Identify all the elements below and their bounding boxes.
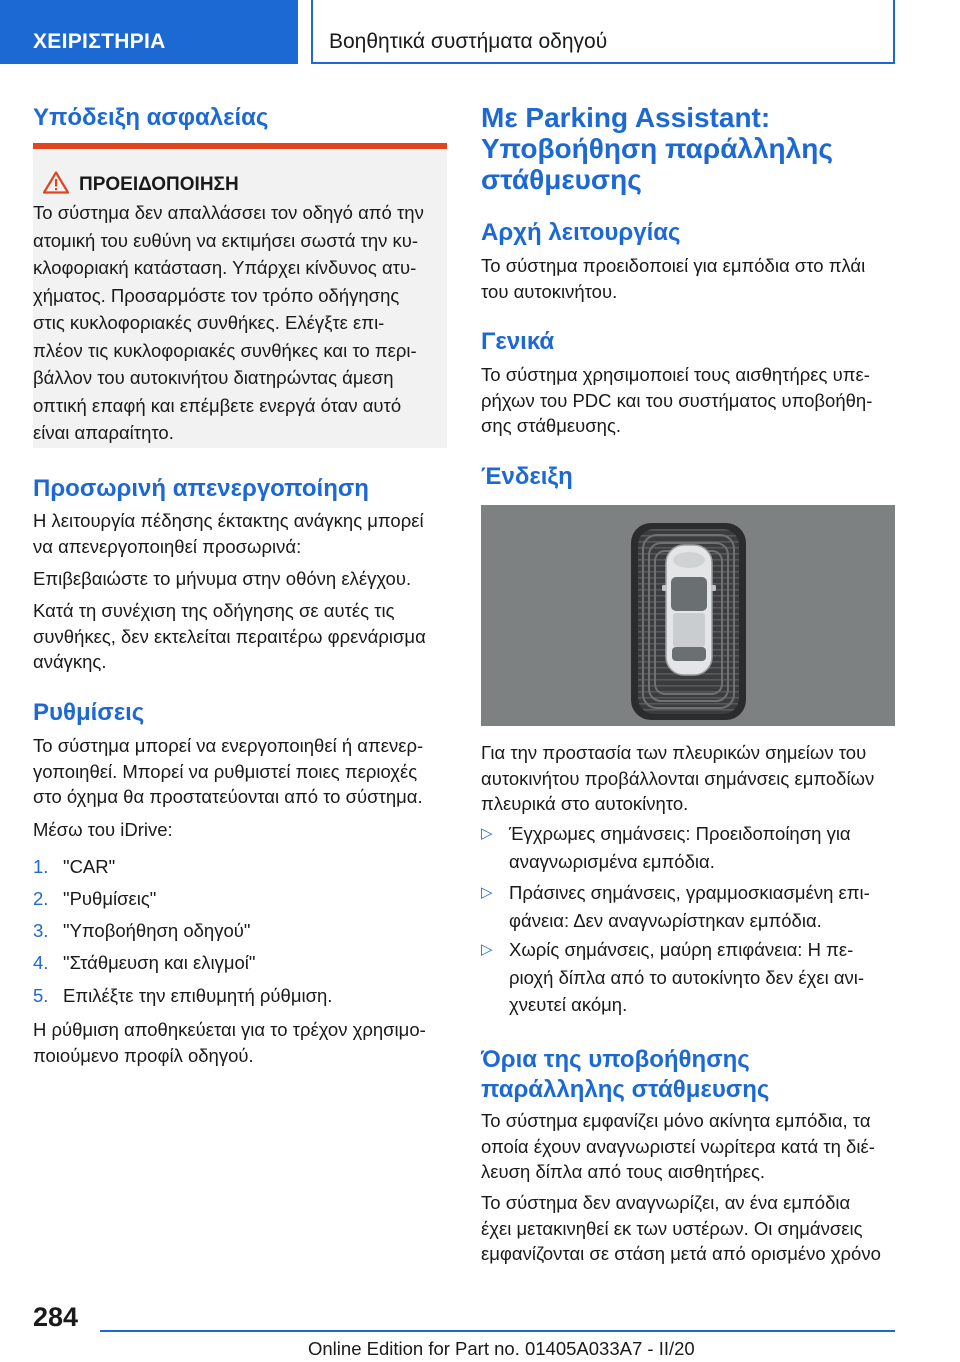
heading-safety-note: Υπόδειξη ασφαλείας: [33, 104, 269, 131]
limits-paragraph-1: [481, 1108, 895, 1185]
list-item: [33, 855, 115, 879]
list-text: "Στάθμευση και ελιγμοί": [63, 952, 256, 973]
text-line: φάνεια: Δεν αναγνωρίστηκαν εμπόδια.: [509, 909, 822, 931]
heading-limits: [481, 1045, 895, 1105]
warning-box: [33, 143, 447, 448]
warning-line: χήματος. Προσαρμόστε τον τρόπο οδήγησης: [33, 284, 400, 306]
page-number: 284: [33, 1302, 79, 1332]
bullet-item: [481, 820, 895, 875]
text-line: Το σύστημα χρησιμοποιεί τους αισθητήρες υπε-: [481, 364, 870, 385]
heading-line: στάθμευσης: [481, 164, 642, 195]
heading-line: Υποβοήθηση παράλληλης: [481, 133, 833, 164]
warning-triangle-icon: [43, 171, 69, 200]
car-icon: [662, 545, 716, 675]
parking-assistant-illustration: [481, 505, 895, 726]
warning-line: στις κυκλοφοριακές συνθήκες. Ελέγξτε επι-: [33, 312, 385, 333]
temp-paragraph-1: [33, 508, 447, 559]
footer-rule: [100, 1330, 895, 1332]
display-paragraph: [481, 740, 895, 817]
heading-line: Με Parking Assistant:: [481, 102, 771, 133]
header-underline: [313, 62, 895, 64]
text-line: εμφανίζονται σε στάση μετά από ορισμένο χρόνο: [481, 1243, 881, 1264]
list-number: 3.: [33, 920, 49, 941]
text-line: ριοχή δίπλα από το αυτοκίνητο δεν έχει ανι-: [509, 966, 865, 988]
list-text: Επιλέξτε την επιθυμητή ρύθμιση.: [63, 985, 333, 1006]
chapter-tab-label: ΧΕΙΡΙΣΤΗΡΙΑ: [33, 30, 166, 53]
chapter-tab: [0, 0, 298, 64]
text-line: Το σύστημα δεν αναγνωρίζει, αν ένα εμπόδια: [481, 1192, 851, 1213]
list-item: [33, 919, 250, 943]
heading-temporary-deactivation: Προσωρινή απενεργοποίηση: [33, 475, 369, 502]
text-line: έχει μετακινηθεί εκ των υστέρων. Οι σημάνσεις: [481, 1217, 863, 1239]
warning-line: βάλλον του αυτοκινήτου διατηρώντας άμεση: [33, 367, 394, 388]
header-right-edge: [893, 0, 895, 64]
bullet-triangle-icon: ▷: [481, 941, 493, 958]
heading-settings: Ρυθμίσεις: [33, 699, 145, 726]
text-line: Το σύστημα μπορεί να ενεργοποιηθεί ή απενερ-: [33, 735, 424, 756]
general-paragraph: [481, 362, 895, 439]
heading-general: Γενικά: [481, 328, 555, 355]
warning-title: ΠΡΟΕΙΔΟΠΟΙΗΣΗ: [79, 174, 239, 195]
text-line: Για την προστασία των πλευρικών σημείων του: [481, 742, 867, 763]
list-text: "Ρυθμίσεις": [63, 888, 157, 909]
heading-line: Όρια της υποβοήθησης: [481, 1046, 750, 1073]
heading-display: Ένδειξη: [481, 463, 573, 490]
settings-paragraph-2: Μέσω του iDrive:: [33, 819, 173, 840]
text-line: ποιούμενο προφίλ οδηγού.: [33, 1044, 254, 1066]
text-line: στο όχημα θα προστατεύονται από το σύστημα.: [33, 786, 423, 807]
text-line: αυτοκινήτου προβάλλονται σημάνσεις εμποδίων: [481, 767, 875, 789]
settings-paragraph-3: [33, 1017, 447, 1068]
principle-paragraph: [481, 253, 895, 304]
text-line: σης στάθμευσης.: [481, 415, 621, 436]
temp-paragraph-2: Επιβεβαιώστε το μήνυμα στην οθόνη ελέγχου.: [33, 568, 412, 589]
text-line: χνευτεί ακόμη.: [509, 994, 628, 1015]
text-line: συνθήκες, δεν εκτελείται περαιτέρω φρενάρισμα: [33, 625, 426, 647]
header-divider: [311, 0, 313, 64]
list-number: 4.: [33, 952, 49, 973]
main-heading: [481, 102, 895, 195]
warning-text: [33, 199, 447, 447]
text-line: ανάγκης.: [33, 651, 107, 672]
warning-line: οπτική επαφή και επέμβετε ενεργά όταν αυτό: [33, 394, 402, 416]
text-line: ρήχων του PDC και του συστήματος υποβοήθη-: [481, 389, 873, 411]
text-line: Πράσινες σημάνσεις, γραμμοσκιασμένη επι-: [509, 882, 870, 903]
list-item: [33, 984, 332, 1008]
temp-paragraph-3: [33, 598, 447, 675]
text-line: πλευρικά στο αυτοκίνητο.: [481, 793, 689, 814]
bullet-item: [481, 936, 895, 1019]
warning-header: [43, 171, 239, 200]
list-item: [33, 951, 255, 975]
list-number: 5.: [33, 985, 49, 1006]
list-number: 1.: [33, 856, 49, 877]
text-line: οποία έχουν αναγνωριστεί νωρίτερα κατά τη διέ-: [481, 1135, 875, 1157]
text-line: λευση δίπλα από τους αισθητήρες.: [481, 1161, 766, 1182]
bullet-triangle-icon: ▷: [481, 884, 493, 901]
footer-edition-link[interactable]: Online Edition for Part no. 01405A033A7 - II/20: [308, 1338, 695, 1359]
text-line: γοποιηθεί. Μπορεί να ρυθμιστεί ποιες περιοχές: [33, 760, 418, 782]
text-line: αναγνωρισμένα εμπόδια.: [509, 850, 715, 872]
list-item: [33, 887, 156, 911]
warning-line: είναι απαραίτητο.: [33, 422, 174, 443]
limits-paragraph-2: [481, 1190, 895, 1267]
warning-line: κλοφοριακή κατάσταση. Υπάρχει κίνδυνος ατυ-: [33, 257, 417, 278]
bullet-triangle-icon: ▷: [481, 825, 493, 842]
text-line: Το σύστημα εμφανίζει μόνο ακίνητα εμπόδια, τα: [481, 1110, 871, 1131]
text-line: Κατά τη συνέχιση της οδήγησης σε αυτές τις: [33, 600, 395, 621]
settings-paragraph-1: [33, 733, 447, 810]
list-text: "Υποβοήθηση οδηγού": [63, 920, 251, 941]
text-line: Χωρίς σημάνσεις, μαύρη επιφάνεια: Η πε-: [509, 939, 854, 960]
text-line: του αυτοκινήτου.: [481, 280, 618, 302]
text-line: Το σύστημα προειδοποιεί για εμπόδια στο πλάι: [481, 255, 866, 276]
text-line: Η ρύθμιση αποθηκεύεται για το τρέχον χρησιμο-: [33, 1019, 426, 1040]
text-line: Η λειτουργία πέδησης έκτακτης ανάγκης μπορεί: [33, 510, 424, 531]
heading-line: παράλληλης στάθμευσης: [481, 1076, 770, 1103]
bullet-item: [481, 879, 895, 934]
section-title: Βοηθητικά συστήματα οδηγού: [329, 30, 608, 53]
warning-line: ατομική του ευθύνη να εκτιμήσει σωστά την κυ-: [33, 229, 419, 251]
warning-line: πλέον τις κυκλοφοριακές συνθήκες και το περι-: [33, 339, 417, 361]
heading-operating-principle: Αρχή λειτουργίας: [481, 219, 681, 246]
warning-line: Το σύστημα δεν απαλλάσσει τον οδηγό από την: [33, 202, 424, 223]
list-number: 2.: [33, 888, 49, 909]
list-text: "CAR": [63, 856, 116, 877]
text-line: Έγχρωμες σημάνσεις: Προειδοποίηση για: [509, 823, 851, 844]
text-line: να απενεργοποιηθεί προσωρινά:: [33, 535, 302, 557]
